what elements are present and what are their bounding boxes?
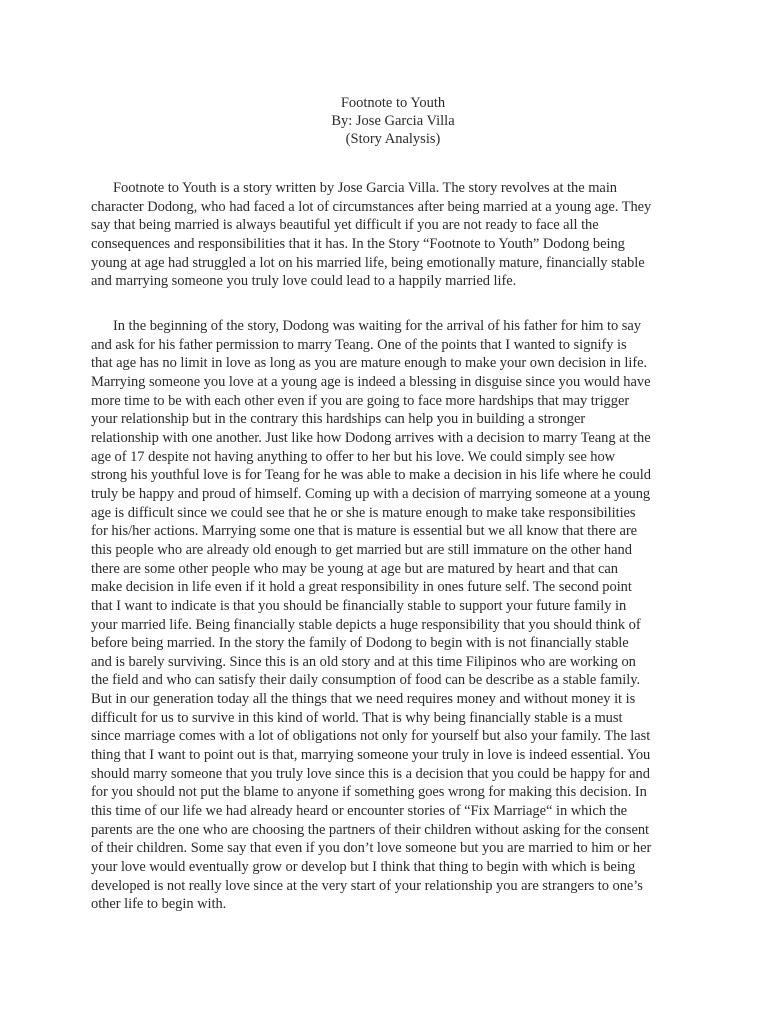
paragraph-line: since marriage comes with a lot of obligations not only for yourself but also your family. The last bbox=[91, 728, 651, 745]
paragraph-line: In the beginning of the story, Dodong was waiting for the arrival of his father for him to say bbox=[113, 318, 641, 334]
paragraph-line: thing that I want to point out is that, marrying someone your truly in love is indeed essential. You bbox=[91, 747, 651, 764]
paragraph-line: and ask for his father permission to marry Teang. One of the points that I wanted to signify is bbox=[91, 336, 627, 353]
paragraph-line: strong his youthful love is for Teang for he was able to make a decision in his life where he could bbox=[91, 467, 651, 484]
paragraph-line: developed is not really love since at the very start of your relationship you are strangers to one’s bbox=[91, 877, 643, 894]
paragraph-line: But in our generation today all the things that we need requires money and without money it is bbox=[91, 691, 636, 708]
paragraph-line: your relationship but in the contrary this hardships can help you in building a stronger bbox=[91, 411, 586, 428]
document-subtitle: (Story Analysis) bbox=[345, 131, 441, 147]
paragraph-line: for you should not put the blame to anyone if something goes wrong for making this decision. In bbox=[91, 784, 647, 801]
paragraph-line: should marry someone that you truly love since this is a decision that you could be happy for and bbox=[91, 765, 650, 782]
paragraph-1 bbox=[91, 179, 692, 291]
paragraph-line: parents are the one who are choosing the partners of their children without asking for the consent bbox=[91, 821, 650, 838]
document-author: By: Jose Garcia Villa bbox=[331, 113, 455, 129]
paragraph-line: age of 17 despite not having anything to offer to her but his love. We could simply see how bbox=[91, 448, 616, 465]
paragraph-line: make decision in life even if it hold a great responsibility in ones future self. The second point bbox=[91, 579, 632, 596]
paragraph-line: character Dodong, who had faced a lot of circumstances after being married at a young age. They bbox=[91, 198, 652, 215]
paragraph-line: your married life. Being financially stable depicts a huge responsibility that you should think of bbox=[91, 616, 641, 633]
paragraph-line: relationship with one another. Just like how Dodong arrives with a decision to marry Teang at the bbox=[91, 429, 651, 446]
paragraph-line: young at age had struggled a lot on his married life, being emotionally mature, financially stable bbox=[91, 254, 645, 271]
paragraph-line: there are some other people who may be young at age but are matured by heart and that can bbox=[91, 560, 619, 577]
paragraph-line: that I want to indicate is that you should be financially stable to support your future family in bbox=[91, 597, 627, 614]
paragraph-line: other life to begin with. bbox=[91, 896, 227, 913]
paragraph-line: more time to be with each other even if you are going to face more hardships that may trigger bbox=[91, 392, 630, 409]
document-title: Footnote to Youth bbox=[340, 95, 446, 111]
paragraph-line: age is difficult since we could see that he or she is mature enough to make take responsibilities bbox=[91, 504, 636, 521]
paragraph-line: your love would eventually grow or develop but I think that thing to begin with which is being bbox=[91, 859, 636, 876]
paragraph-line: this people who are already old enough to get married but are still immature on the other hand bbox=[91, 541, 632, 558]
paragraph-line: say that being married is always beautiful yet difficult if you are not ready to face all the bbox=[91, 217, 599, 234]
paragraph-line: Marrying someone you love at a young age is indeed a blessing in disguise since you would have bbox=[91, 373, 651, 390]
paragraph-line: this time of our life we had already heard or encounter stories of “Fix Marriage“ in which the bbox=[91, 803, 628, 820]
paragraph-line: the field and who can satisfy their daily consumption of food can be describe as a stable family. bbox=[91, 672, 641, 689]
paragraph-line: difficult for us to survive in this kind of world. That is why being financially stable is a must bbox=[91, 709, 623, 726]
paragraph-line: truly be happy and proud of himself. Coming up with a decision of marrying someone at a young bbox=[91, 485, 651, 502]
paragraph-line: Footnote to Youth is a story written by Jose Garcia Villa. The story revolves at the main bbox=[113, 180, 617, 196]
paragraph-line: that age has no limit in love as long as you are mature enough to make your own decision in life. bbox=[91, 355, 648, 372]
paragraph-line: and is barely surviving. Since this is an old story and at this time Filipinos who are working on bbox=[91, 653, 636, 670]
paragraph-2 bbox=[91, 317, 692, 914]
paragraph-line: for his/her actions. Marrying some one that is mature is essential but we all know that there are bbox=[91, 523, 637, 540]
paragraph-line: of their children. Some say that even if you don’t love someone but you are married to him or her bbox=[91, 840, 652, 857]
paragraph-line: and marrying someone you truly love could lead to a happily married life. bbox=[91, 273, 517, 290]
paragraph-line: consequences and responsibilities that it has. In the Story “Footnote to Youth” Dodong being bbox=[91, 235, 625, 252]
paragraph-line: before being married. In the story the family of Dodong to begin with is not financially stable bbox=[91, 635, 629, 652]
title-block bbox=[0, 94, 768, 148]
